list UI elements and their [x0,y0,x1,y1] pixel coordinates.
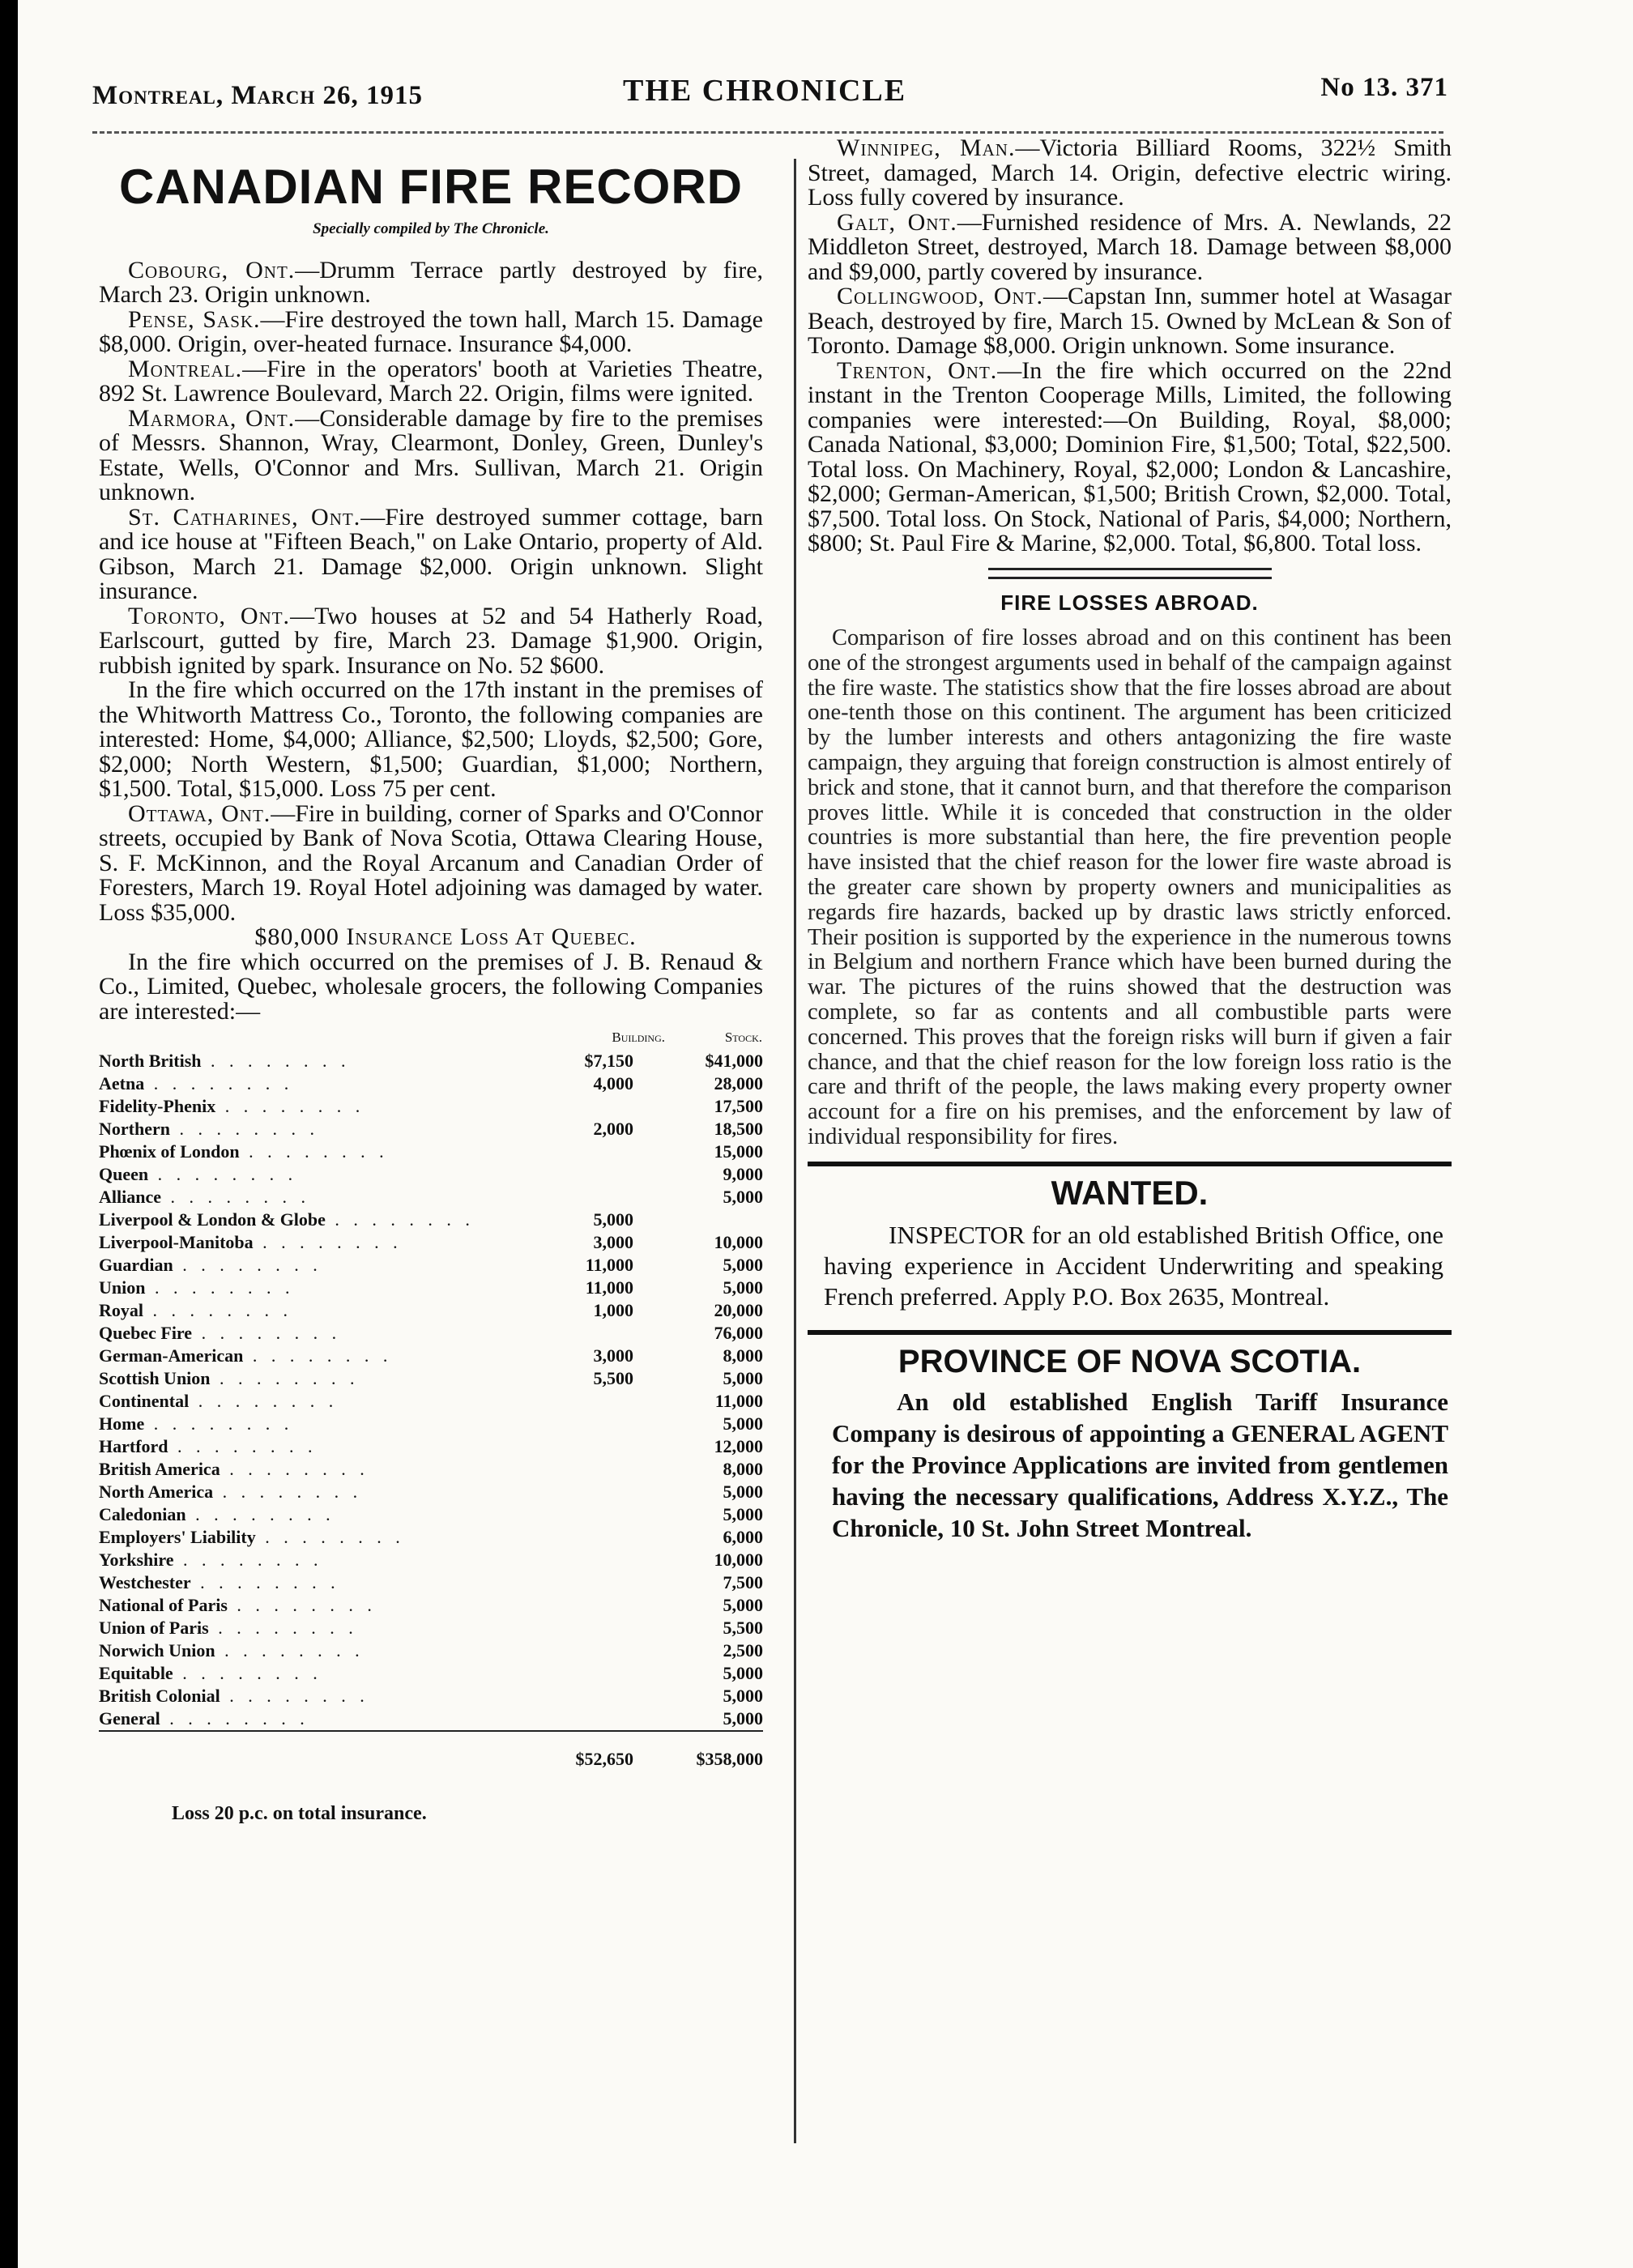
building-amount: 5,000 [593,1209,633,1230]
building-amount: 3,000 [593,1345,633,1366]
company-name [99,1458,552,1481]
company-name-text: Yorkshire [99,1550,174,1570]
company-name-text: Royal [99,1300,143,1320]
record-text: —Considerable damage by fire to the premises of Messrs. Shannon, Wray, Clearmont, Donley, Green, Dunley's Estate, Wells, O'Connor and Mrs. Sullivan, March 21. Origin unknown. [99,404,763,505]
leader-dots: . . . . . . . . [168,1436,318,1456]
company-name-text: British America [99,1459,220,1479]
stock-amount: 76,000 [714,1323,763,1343]
fire-record-item [808,356,1452,556]
fire-record-item [808,284,1452,359]
leader-dots: . . . . . . . . [173,1255,322,1275]
company-name-text: Hartford [99,1436,168,1456]
building-amount [552,1458,666,1481]
company-name [99,1503,552,1526]
stock-amount: 12,000 [714,1436,763,1456]
company-name-text: Fidelity-Phenix [99,1096,216,1116]
record-text: In the fire which occurred on the 17th instant in the premises of the Whitworth Mattress Co., Toronto, the following companies are interested: Home, $4,000; Alliance, $2,500; Lloyds, $2,500; Gore, $2,000; North Western, $1,500; Guardian, $1,000; Northern, $1,500. Total, $15,000. Loss 75 per cent. [99,676,763,802]
company-name [99,1685,552,1707]
building-amount [552,1526,666,1549]
quebec-intro: In the fire which occurred on the premises of J. B. Renaud & Co., Limited, Quebec, wholesale grocers, the following Companies are interested:— [99,948,763,1025]
leader-dots: . . . . . . . . [144,1413,294,1434]
leader-dots: . . . . . . . . [145,1277,295,1298]
stock-amount: 28,000 [714,1073,763,1094]
building-amount [552,1390,666,1413]
company-name-text: Home [99,1413,145,1434]
company-name [99,1549,552,1571]
quebec-heading: $80,000 Insurance Loss At Quebec. [254,923,637,950]
table-row [99,1571,763,1594]
stock-amount: $41,000 [705,1051,763,1071]
building-amount [552,1095,666,1118]
company-name-text: Westchester [99,1572,191,1592]
fire-record-item [808,208,1452,285]
table-row [99,1163,763,1186]
company-name [99,1072,552,1095]
stock-amount: 10,000 [714,1232,763,1252]
record-text: —Victoria Billiard Rooms, 322½ Smith Street, damaged, March 14. Origin, defective electric wiring. Loss fully covered by insurance. [808,134,1452,211]
building-amount: $7,150 [584,1051,633,1071]
company-name-text: Caledonian [99,1504,186,1524]
company-name-text: Liverpool-Manitoba [99,1232,254,1252]
leader-dots: . . . . . . . . [213,1481,363,1502]
fire-record-item [99,357,763,407]
table-row [99,1072,763,1095]
company-name [99,1481,552,1503]
leader-dots: . . . . . . . . [210,1368,360,1388]
fire-losses-article [808,626,1452,1150]
fire-record-item [99,258,763,308]
left-column [99,162,763,1827]
stock-amount: 8,000 [723,1459,763,1479]
section-divider [988,568,1272,579]
place-name: Cobourg, Ont. [128,256,296,284]
company-name [99,1639,552,1662]
record-text: —In the fire which occurred on the 22nd instant in the Trenton Cooperage Mills, Limited, the following companies were interested:—On Building, Royal, $8,000; Canada National, $3,000; Dominion Fire, $1,500; Total, $22,500. Total loss. On Machinery, Royal, $2,000; London & Lancashire, $2,000; German-American, $1,500; British Crown, $2,000. Total, $7,500. Total loss. On Stock, National of Paris, $4,000; Northern, $800; St. Paul Fire & Marine, $2,000. Total, $6,800. Total loss. [808,356,1452,556]
table-row [99,1095,763,1118]
leader-dots: . . . . . . . . [243,1345,393,1366]
company-name [99,1118,552,1140]
stock-amount: 5,000 [723,1187,763,1207]
company-name-text: North America [99,1481,214,1502]
company-name-text: Liverpool & London & Globe [99,1209,326,1230]
company-name-text: Queen [99,1164,149,1184]
fire-record-item [99,678,763,802]
header-rule [92,131,1443,134]
table-row [99,1503,763,1526]
table-row [99,1186,763,1209]
page-header [92,73,1448,130]
stock-amount: 7,500 [723,1572,763,1592]
stock-amount: 5,500 [723,1618,763,1638]
table-row [99,1707,763,1731]
stock-amount: 15,000 [714,1141,763,1162]
place-name: St. Catharines, Ont. [128,503,361,531]
table-row [99,1639,763,1662]
building-amount [552,1594,666,1617]
record-text: —Fire destroyed the town hall, March 15. Damage $8,000. Origin, over-heated furnace. Insurance $4,000. [99,305,763,357]
stock-amount: 5,000 [723,1481,763,1502]
leader-dots: . . . . . . . . [144,1073,294,1094]
company-name [99,1345,552,1367]
table-total-row [99,1731,763,1771]
leader-dots: . . . . . . . . [169,1119,319,1139]
leader-dots: . . . . . . . . [190,1572,340,1592]
place-name: Montreal. [128,355,243,382]
table-row [99,1549,763,1571]
building-amount: 5,500 [593,1368,633,1388]
place-name: Pense, Sask. [128,305,261,333]
company-name-text: Union of Paris [99,1618,209,1638]
company-name-text: Guardian [99,1255,173,1275]
wanted-text: INSPECTOR for an old established British Office, one having experience in Accident Underwriting and speaking French preferred. Apply P.O. Box 2635, Montreal. [824,1221,1443,1311]
stock-amount: 5,000 [723,1413,763,1434]
leader-dots: . . . . . . . . [220,1459,369,1479]
header-publication: THE CHRONICLE [623,74,907,108]
building-amount [552,1503,666,1526]
building-amount: 4,000 [593,1073,633,1094]
leader-dots: . . . . . . . . [227,1595,377,1615]
company-name [99,1299,552,1322]
record-text: —Two houses at 52 and 54 Hatherly Road, Earlscourt, gutted by fire, March 23. Damage $1,900. Origin, rubbish ignited by spark. Insurance on No. 52 $600. [99,602,764,679]
leader-dots: . . . . . . . . [161,1187,310,1207]
stock-column-header: Stock. [724,1030,762,1045]
stock-amount: 2,500 [723,1640,763,1660]
stock-amount: 5,000 [723,1686,763,1706]
leader-dots: . . . . . . . . [255,1527,405,1547]
stock-amount: 5,000 [723,1255,763,1275]
company-name-text: Norwich Union [99,1640,215,1660]
stock-amount: 5,000 [723,1277,763,1298]
building-total: $52,650 [552,1731,666,1771]
company-name-text: Phœnix of London [99,1141,240,1162]
place-name: Trenton, Ont. [837,356,998,384]
wanted-ad [808,1220,1452,1312]
company-name-text: General [99,1708,160,1729]
place-name: Galt, Ont. [837,208,957,236]
company-name [99,1186,552,1209]
leader-dots: . . . . . . . . [325,1209,475,1230]
right-column [808,136,1452,1544]
stock-amount: 17,500 [714,1096,763,1116]
fire-record-item [99,505,763,604]
table-row [99,1050,763,1072]
company-name [99,1526,552,1549]
leader-dots: . . . . . . . . [173,1550,323,1570]
company-name [99,1050,552,1072]
company-name-text: Continental [99,1391,190,1411]
company-name [99,1209,552,1231]
table-row [99,1254,763,1277]
company-name [99,1254,552,1277]
place-name: Collingwood, Ont. [837,283,1044,309]
place-name: Marmora, Ont. [128,404,296,432]
company-name-text: Equitable [99,1663,173,1683]
company-name [99,1707,552,1731]
company-name-text: Northern [99,1119,170,1139]
column-divider [794,159,796,2143]
company-name-text: Alliance [99,1187,161,1207]
building-amount [552,1163,666,1186]
record-text: —Fire destroyed summer cottage, barn and ice house at "Fifteen Beach," on Lake Ontario, property of Ald. Gibson, March 21. Damage $2,000. Origin unknown. Slight insurance. [99,503,764,604]
building-amount [552,1639,666,1662]
stock-amount [666,1209,763,1231]
insurance-table [99,1025,763,1771]
company-name [99,1231,552,1254]
leader-dots: . . . . . . . . [173,1663,322,1683]
company-name-text: North British [99,1051,202,1071]
table-row [99,1140,763,1163]
building-amount: 3,000 [593,1232,633,1252]
table-row [99,1322,763,1345]
leader-dots: . . . . . . . . [215,1640,365,1660]
table-row [99,1367,763,1390]
nova-scotia-ad [808,1386,1452,1544]
fire-losses-text: Comparison of fire losses abroad and on this continent has been one of the strongest arguments used in behalf of the campaign against the fire waste. The statistics show that the fire losses abroad are about one-tenth those on this continent. The argument has been criticized by the lumber interests and others antagonizing the fire waste campaign, they arguing that foreign construction is almost entirely of brick and stone, that it cannot burn, and that therefore the comparison proves little. While it is conceded that construction in the older countries is more substantial than here, the fire prevention people have insisted that the chief reason for the lower fire waste abroad is the greater care shown by property owners and municipalities as regards fire hazards, backed up by drastic laws strictly enforced. Their position is supported by the experience in the numerous towns in Belgium and northern France which have been burned during the war. The pictures of the ruins showed that the destruction was complete, so far as contents and all combustible parts were concerned. This proves that the foreign risks will burn if given a fair chance, and that the chief reason for the low foreign loss ratio is the care and thrift of the people, the laws making every property owner account for a fire on his premises, and the enforcement by law of individual responsibility for fires. [808,625,1452,1149]
fire-record-item [99,404,763,505]
stock-amount: 5,000 [723,1663,763,1683]
article-subtitle: Specially compiled by The Chronicle. [313,220,549,237]
table-row [99,1209,763,1231]
table-row [99,1685,763,1707]
company-name [99,1594,552,1617]
stock-amount: 5,000 [723,1708,763,1729]
company-name [99,1095,552,1118]
wanted-heading: WANTED. [1051,1173,1209,1212]
table-row [99,1617,763,1639]
table-row [99,1594,763,1617]
building-amount: 2,000 [593,1119,633,1139]
company-name [99,1367,552,1390]
company-name [99,1140,552,1163]
company-name-text: Quebec Fire [99,1323,193,1343]
leader-dots: . . . . . . . . [208,1618,358,1638]
record-text: —Furnished residence of Mrs. A. Newlands, 22 Middleton Street, destroyed, March 18. Damage between $8,000 and $9,000, partly covered by insurance. [808,208,1452,285]
article-title: CANADIAN FIRE RECORD [119,160,743,214]
building-amount [552,1662,666,1685]
stock-amount: 8,000 [723,1345,763,1366]
company-name [99,1571,552,1594]
stock-amount: 11,000 [714,1391,763,1411]
leader-dots: . . . . . . . . [185,1504,335,1524]
stock-amount: 5,000 [723,1368,763,1388]
section-divider [808,1162,1452,1166]
company-name [99,1662,552,1685]
company-name-text: National of Paris [99,1595,228,1615]
leader-dots: . . . . . . . . [192,1323,342,1343]
table-row [99,1526,763,1549]
building-column-header: Building. [612,1030,665,1045]
leader-dots: . . . . . . . . [201,1051,351,1071]
company-name-text: Aetna [99,1073,145,1094]
building-amount [552,1481,666,1503]
stock-amount: 5,000 [723,1595,763,1615]
table-row [99,1481,763,1503]
building-amount: 11,000 [585,1255,633,1275]
stock-amount: 5,000 [723,1504,763,1524]
fire-record-list [99,258,763,926]
company-name-text: Scottish Union [99,1368,211,1388]
stock-amount: 18,500 [714,1119,763,1139]
leader-dots: . . . . . . . . [189,1391,339,1411]
building-amount [552,1322,666,1345]
table-row [99,1231,763,1254]
table-row [99,1390,763,1413]
company-name-text: British Colonial [99,1686,220,1706]
record-text: —Fire in the operators' booth at Varieties Theatre, 892 St. Lawrence Boulevard, March 22. Origin, films were ignited. [99,355,763,407]
leader-dots: . . . . . . . . [160,1708,309,1729]
fire-record-item [808,136,1452,211]
fire-record-item [99,305,763,357]
company-name-text: German-American [99,1345,244,1366]
insurance-table-body [99,1050,763,1731]
building-amount [552,1707,666,1731]
fire-record-item [99,799,763,926]
company-name-text: Employers' Liability [99,1527,256,1547]
record-text: —Capstan Inn, summer hotel at Wasagar Beach, destroyed by fire, March 15. Owned by McLean & Son of Toronto. Damage $8,000. Origin unknown. Some insurance. [808,283,1452,359]
loss-note: Loss 20 p.c. on total insurance. [172,1803,427,1824]
leader-dots: . . . . . . . . [215,1096,365,1116]
company-name [99,1163,552,1186]
building-amount: 1,000 [593,1300,633,1320]
leader-dots: . . . . . . . . [220,1686,369,1706]
building-amount: 11,000 [585,1277,633,1298]
building-amount [552,1435,666,1458]
newspaper-page [18,0,1633,2268]
company-name [99,1413,552,1435]
stock-amount: 9,000 [723,1164,763,1184]
building-amount [552,1617,666,1639]
header-date: Montreal, March 26, 1915 [92,81,424,110]
place-name: Ottawa, Ont. [128,799,271,827]
company-name-text: Union [99,1277,146,1298]
leader-dots: . . . . . . . . [143,1300,292,1320]
leader-dots: . . . . . . . . [239,1141,389,1162]
company-name [99,1617,552,1639]
table-header-row [99,1025,763,1050]
table-row [99,1299,763,1322]
header-issue-page: No 13. 371 [1320,73,1448,102]
table-row [99,1458,763,1481]
table-row [99,1662,763,1685]
stock-amount: 20,000 [714,1300,763,1320]
table-row [99,1277,763,1299]
table-row [99,1345,763,1367]
table-row [99,1118,763,1140]
stock-amount: 6,000 [723,1527,763,1547]
fire-losses-heading: FIRE LOSSES ABROAD. [1000,590,1259,615]
record-text: —Drumm Terrace partly destroyed by fire, March 23. Origin unknown. [99,256,764,308]
company-name [99,1277,552,1299]
building-amount [552,1413,666,1435]
building-amount [552,1549,666,1571]
company-name [99,1435,552,1458]
leader-dots: . . . . . . . . [148,1164,298,1184]
building-amount [552,1140,666,1163]
company-name [99,1390,552,1413]
stock-amount: 10,000 [714,1550,763,1570]
stock-total: $358,000 [666,1731,763,1771]
record-text: —Fire in building, corner of Sparks and O'Connor streets, occupied by Bank of Nova Scotia, Ottawa Clearing House, S. F. McKinnon, and the Royal Arcanum and Canadian Order of Foresters, March 19. Royal Hotel adjoining was damaged by water. Loss $35,000. [99,799,763,926]
place-name: Toronto, Ont. [128,602,291,629]
fire-record-item [99,604,763,679]
nova-scotia-text: An old established English Tariff Insurance Company is desirous of appointing a GENERAL AGENT for the Province Applications are invited from gentlemen having the necessary qualifications, Address X.Y.Z., The Chronicle, 10 St. John Street Montreal. [832,1387,1448,1542]
section-divider [808,1330,1452,1335]
building-amount [552,1186,666,1209]
leader-dots: . . . . . . . . [253,1232,403,1252]
table-row [99,1413,763,1435]
company-name [99,1322,552,1345]
nova-scotia-heading: PROVINCE OF NOVA SCOTIA. [898,1344,1362,1380]
building-amount [552,1571,666,1594]
building-amount [552,1685,666,1707]
place-name: Winnipeg, Man. [837,134,1016,161]
table-row [99,1435,763,1458]
